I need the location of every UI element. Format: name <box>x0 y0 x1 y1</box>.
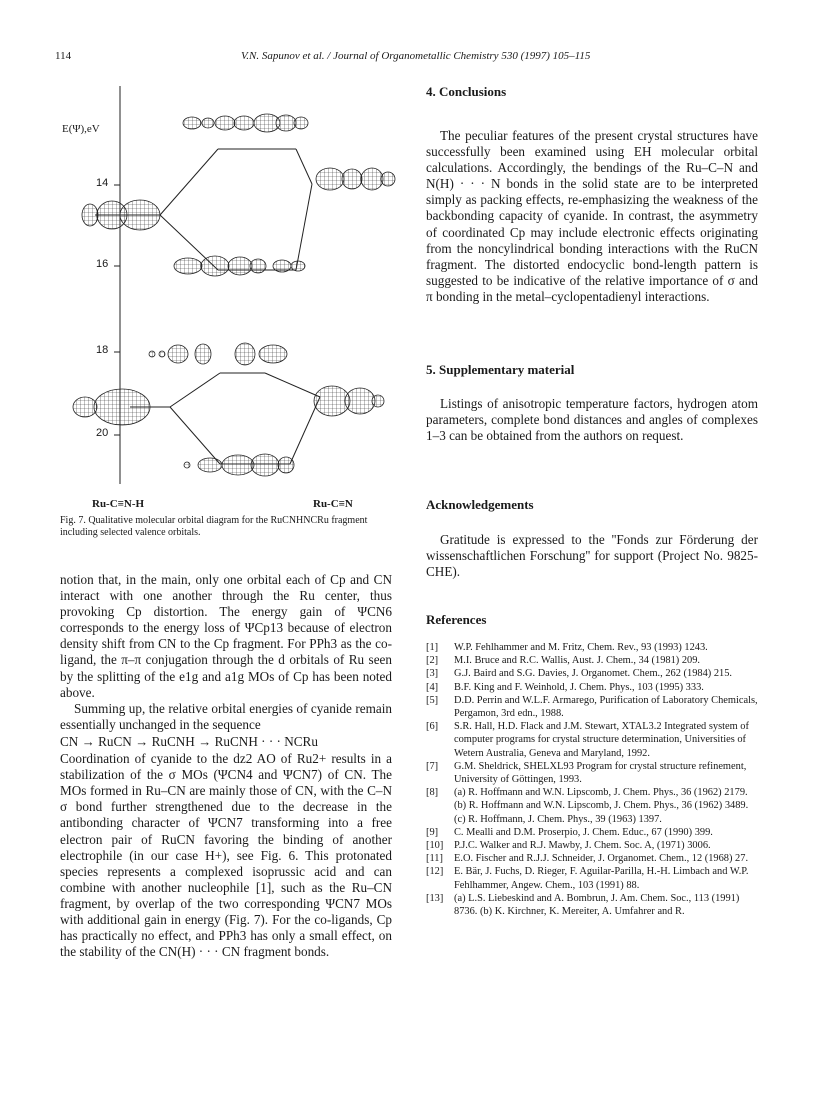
reference-text: C. Mealli and D.M. Proserpio, J. Chem. Educ., 67 (1990) 399. <box>454 826 713 838</box>
reference-text: (a) R. Hoffmann and W.N. Lipscomb, J. Chem. Phys., 36 (1962) 2179. (b) R. Hoffmann and W.N. Lipscomb, J. Chem. Phys., 36 (1962) 3489. (c) R. Hoffmann, J. Chem. Phys., 39 (1963) 1397. <box>454 787 749 825</box>
reference-item <box>426 760 761 786</box>
reference-text: G.J. Baird and S.G. Davies, J. Organomet. Chem., 262 (1984) 215. <box>454 668 733 680</box>
running-header <box>55 50 765 66</box>
acknowledgements-text <box>426 532 758 580</box>
reference-text: W.P. Fehlhammer and M. Fritz, Chem. Rev., 93 (1993) 1243. <box>454 642 708 653</box>
mo-diagram-drawing <box>60 84 400 504</box>
page-number: 114 <box>55 50 72 62</box>
orbital-sketch <box>314 386 384 416</box>
section-heading-conclusions: 4. Conclusions <box>426 84 507 99</box>
right-fragment-label: Ru-C≡N <box>313 498 353 510</box>
tick-label-16: 16 <box>96 258 109 270</box>
reference-number: [1] <box>426 642 439 653</box>
reference-text: P.J.C. Walker and R.J. Mawby, J. Chem. Soc. A, (1971) 3006. <box>454 840 711 852</box>
correlation-line <box>160 149 218 215</box>
section-heading-acknowledgements: Acknowledgements <box>426 497 534 512</box>
correlation-line <box>170 373 220 407</box>
reference-number: [9] <box>426 826 439 838</box>
reference-list <box>426 641 761 918</box>
orbital-sketch <box>316 168 395 190</box>
orbital-sketch <box>184 454 294 476</box>
paragraph: Coordination of cyanide to the dz2 AO of Ru2+ results in a stabilization of the σ MOs (ΨCN4 and ΨCN7) of CN. The MOs formed in Ru–CN are mainly those of CN, with the C–N σ bond further strengthened due to the decrease in the antibonding character of ΨCN7 transforming into a free electron pair of RuCN favoring the binding of another electrophile (in our case H+), see Fig. 6. This protonated species represents a complexed isoprussic acid and can combine with another nucleophile [1], such as the Ru–CN fragment, by overlap of the two corresponding ΨCN7 MOs with additional gain in energy (Fig. 7). For the co-ligands, Cp has practically no effect, and PPh3 has only a small effect, on the stability of the CN(H) · · · CN fragment bonds. <box>60 751 392 960</box>
reference-item <box>426 786 761 826</box>
energy-axis-label: E(Ψ),eV <box>62 123 100 135</box>
reference-item <box>426 826 761 839</box>
section-heading-supplementary: 5. Supplementary material <box>426 362 575 377</box>
running-title: V.N. Sapunov et al. / Journal of Organometallic Chemistry 530 (1997) 105–115 <box>241 50 591 62</box>
reference-number: [5] <box>426 694 439 706</box>
reference-item <box>426 694 761 720</box>
left-column <box>60 572 392 960</box>
reference-number: [10] <box>426 840 444 852</box>
reference-text: D.D. Perrin and W.L.F. Armarego, Purification of Laboratory Chemicals, Pergamon, 3rd edn., 1988. <box>454 694 758 720</box>
reference-number: [4] <box>426 681 439 693</box>
reference-number: [11] <box>426 853 443 865</box>
reference-text: M.I. Bruce and R.C. Wallis, Aust. J. Chem., 34 (1981) 209. <box>454 655 701 667</box>
section-heading-references: References <box>426 612 487 627</box>
tick-label-20: 20 <box>96 427 109 439</box>
reference-text: G.M. Sheldrick, SHELXL93 Program for crystal structure refinement, University of Göttingen, 1993. <box>454 760 747 786</box>
mo-diagram-figure <box>60 84 400 510</box>
reference-item <box>426 865 761 891</box>
tick-label-18: 18 <box>96 344 109 356</box>
paragraph: Summing up, the relative orbital energies of cyanide remain essentially unchanged in the sequence <box>60 700 392 732</box>
reference-number: [2] <box>426 655 439 667</box>
reference-text: (a) L.S. Liebeskind and A. Bombrun, J. Am. Chem. Soc., 113 (1991) 8736. (b) K. Kirchner, K. Mereiter, A. Umfahrer and R. <box>454 892 740 918</box>
orbital-sketch <box>183 114 308 132</box>
reference-text: B.F. King and F. Weinhold, J. Chem. Phys., 103 (1995) 333. <box>454 681 704 693</box>
correlation-line <box>296 149 312 184</box>
reference-item <box>426 681 761 694</box>
reference-number: [8] <box>426 787 439 799</box>
orbital-sketch <box>73 389 150 425</box>
paragraph: The peculiar features of the present crystal structures have successfully been examined using EH molecular orbital calculations. Accordingly, the bendings of the Ru–C–N and N(H) · · · N bonds in the solid state are to be interpreted simply as packing effects, re-emphasizing the weakness of the backbonding capacity of cyanide. In contrast, the asymmetry of coordinated Cp may include electronic effects originating from the noncylindrical bonding interactions with the RuCN fragment. The distorted endocyclic bond-length pattern is suggested to be indicative of the relative importance of σ and π bonding in the metal–cyclopentadienyl interactions. <box>426 128 758 304</box>
equation: CN → RuCN → RuCNH → RuCNH · · · NCRu <box>60 733 318 749</box>
left-fragment-label: Ru-C≡N-H <box>92 498 145 510</box>
orbital-sketch <box>174 256 305 276</box>
reference-text: E. Bär, J. Fuchs, D. Rieger, F. Aguilar-Parilla, H.-H. Limbach and W.P. Fehlhammer, Angew. Chem., 103 (1991) 88. <box>454 866 749 891</box>
paragraph: notion that, in the main, only one orbital each of Cp and CN interact with one another through the Ru center, thus provoking Cp distortion. The energy gain of ΨCN6 corresponds to the energy loss of ΨCp13 because of electron density shift from CN to the Cp fragment. For PPh3 as the co-ligand, the π–π conjugation through the d orbitals of Ru seen by the splitting of the e1g and a1g MOs of Cp has been noted above. <box>60 572 392 700</box>
supplementary-text <box>426 396 758 444</box>
reference-item <box>426 654 761 667</box>
reference-text: E.O. Fischer and R.J.J. Schneider, J. Organomet. Chem., 12 (1968) 27. <box>454 853 749 865</box>
orbital-sketch <box>149 343 287 365</box>
reference-item <box>426 720 761 760</box>
orbital-sketch <box>82 200 160 230</box>
reference-number: [7] <box>426 760 439 772</box>
reference-text: S.R. Hall, H.D. Flack and J.M. Stewart, XTAL3.2 Integrated system of computer programs for crystal structure determination, Universities of Wetern Australia, Geneva and Maryland, 1992. <box>454 721 749 759</box>
reference-number: [13] <box>426 892 444 904</box>
conclusions-text <box>426 128 758 305</box>
reference-item <box>426 641 761 654</box>
reference-item <box>426 839 761 852</box>
paragraph: Gratitude is expressed to the ''Fonds zur Förderung der wissenschaftlichen Forschung'' for support (Project No. 9825-CHE). <box>426 532 758 580</box>
reference-item <box>426 852 761 865</box>
reference-item <box>426 667 761 680</box>
correlation-line <box>296 184 312 270</box>
reference-number: [12] <box>426 866 444 878</box>
correlation-line <box>265 373 320 397</box>
tick-label-14: 14 <box>96 177 109 189</box>
paragraph: Listings of anisotropic temperature factors, hydrogen atom parameters, complete bond distances and angles of complexes 1–3 can be obtained from the authors on request. <box>426 396 758 444</box>
figure-caption: Fig. 7. Qualitative molecular orbital diagram for the RuCNHNCRu fragment including selected valence orbitals. <box>60 515 368 538</box>
reference-number: [3] <box>426 668 439 680</box>
reference-item <box>426 892 761 918</box>
reference-number: [6] <box>426 721 439 733</box>
correlation-line <box>170 407 220 464</box>
